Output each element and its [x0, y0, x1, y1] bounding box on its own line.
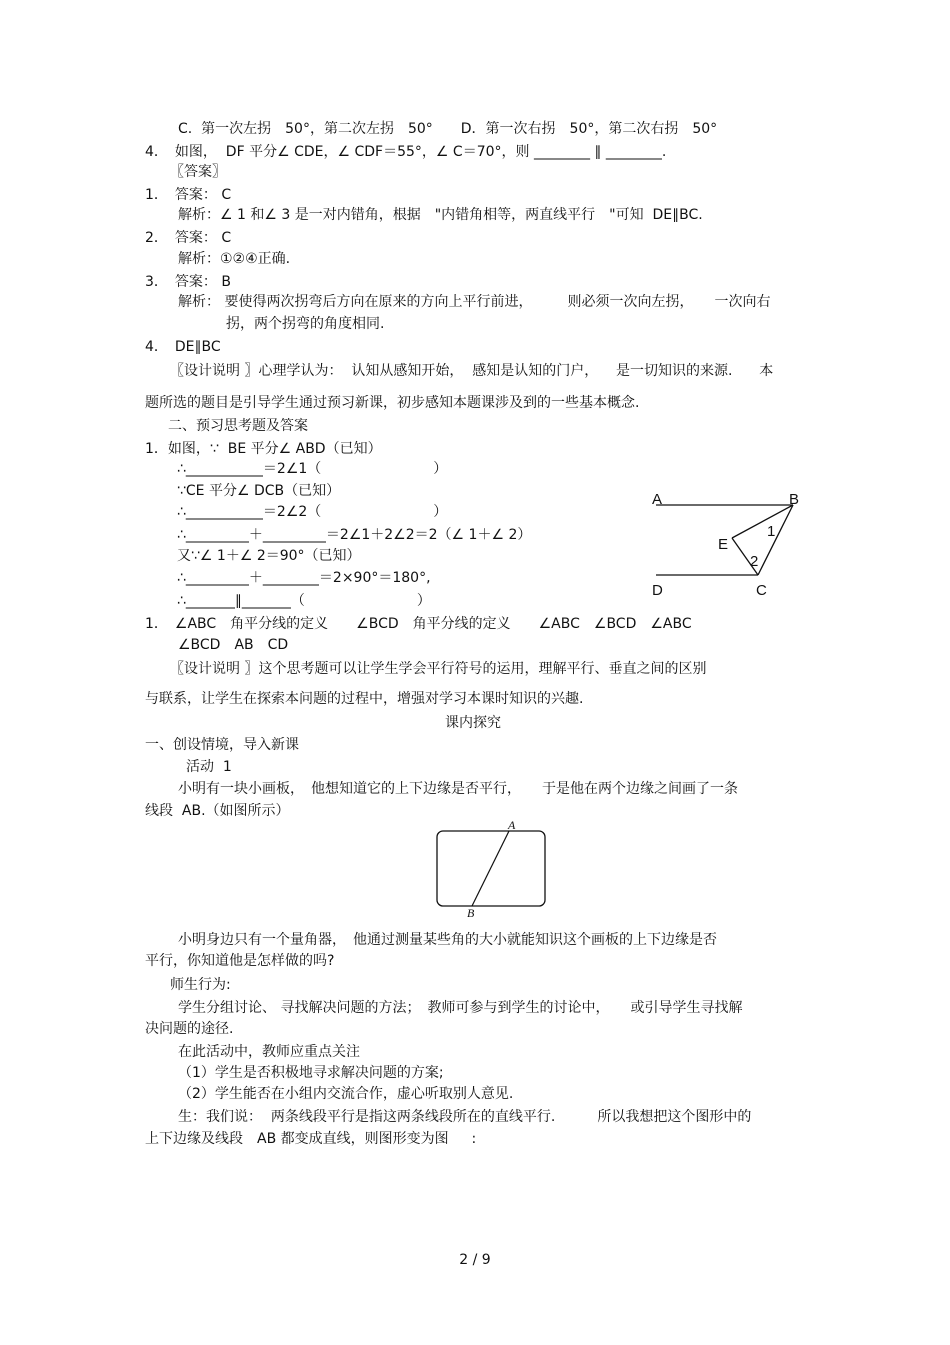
protractor-text: 小明身边只有一个量角器， 他通过测量某些角的大小就能知识这个画板的上下边缘是否: [178, 932, 717, 948]
activity-1-label: 活动 1: [186, 759, 232, 775]
answer-heading: 〖答案〗: [170, 164, 226, 180]
proof-line-5: 又∵∠ 1＋∠ 2＝90°（已知）: [177, 548, 361, 564]
activity-1-text-cont: 线段 AB.（如图所示）: [145, 803, 290, 819]
fig1-label-d: D: [652, 582, 663, 599]
design-note-1-cont: 题所选的题目是引导学生通过预习新课，初步感知本题课涉及到的一些基本概念.: [145, 395, 640, 411]
design-note-2: 〖设计说明 〗这个思考题可以让学生学会平行符号的运用，理解平行、垂直之间的区别: [170, 661, 707, 677]
proof-line-4: ∴_________＋_________＝2∠1＋2∠2＝2（∠ 1＋∠ 2）: [177, 527, 532, 543]
answer-2: 2． 答案： C: [145, 230, 232, 246]
fig1-label-e: E: [718, 536, 729, 553]
answer-1: 1． 答案： C: [145, 187, 232, 203]
protractor-text-cont: 平行，你知道他是怎样做的吗?: [145, 953, 335, 969]
activity-1-text: 小明有一块小画板， 他想知道它的上下边缘是否平行， 于是他在两个边缘之间画了一条: [178, 781, 738, 797]
focus-item-2: （2）学生能否在小组内交流合作，虚心听取别人意见.: [178, 1086, 514, 1102]
analysis-2: 解析：①②④正确.: [178, 251, 291, 267]
fig1-label-1: 1: [767, 523, 776, 540]
analysis-3-cont: 拐，两个拐弯的角度相同.: [226, 316, 385, 332]
thinking-q1: 1．如图，∵ BE 平分∠ ABD（已知）: [145, 441, 382, 457]
design-note-1: 〖设计说明 〗心理学认为： 认知从感知开始， 感知是认知的门户， 是一切知识的来源. 本: [170, 363, 774, 379]
behavior-text: 学生分组讨论、 寻找解决问题的方法； 教师可参与到学生的讨论中， 或引导学生寻找解: [178, 1000, 743, 1016]
proof-line-3: ∴___________＝2∠2（ ）: [177, 504, 448, 520]
section-title-inclass: 课内探究: [445, 715, 501, 731]
fig1-label-2: 2: [750, 553, 759, 570]
option-c-d: C. 第一次左拐 50°，第二次左拐 50° D．第一次右拐 50°，第二次右拐 50°: [178, 121, 718, 137]
answer-3: 3． 答案： B: [145, 274, 231, 290]
drawing-board-figure: [432, 818, 552, 920]
fig1-label-a: A: [652, 491, 663, 508]
analysis-3: 解析： 要使得两次拐弯后方向在原来的方向上平行前进， 则必须一次向左拐， 一次向右: [178, 294, 771, 310]
page-number: 2 / 9: [459, 1252, 491, 1268]
focus-heading: 在此活动中，教师应重点关注: [178, 1044, 360, 1060]
behavior-text-cont: 决问题的途径.: [145, 1021, 234, 1037]
thinking-answer-1-cont: ∠BCD AB CD: [178, 637, 289, 653]
geometry-figure: [640, 488, 820, 603]
thinking-answer-1: 1． ∠ABC 角平分线的定义 ∠BCD 角平分线的定义 ∠ABC ∠BCD ∠ABC: [145, 616, 692, 632]
focus-item-1: （1）学生是否积极地寻求解决问题的方案;: [178, 1065, 444, 1081]
answer-4: 4． DE∥BC: [145, 339, 221, 355]
section-1-heading: 一、创设情境，导入新课: [145, 737, 299, 753]
student-says-cont: 上下边缘及线段 AB 都变成直线，则图形变为图 :: [145, 1131, 477, 1147]
proof-line-6: ∴_________＋________＝2×90°＝180°,: [177, 570, 431, 586]
fig1-label-c: C: [756, 582, 767, 599]
section-preview-heading: 二、预习思考题及答案: [168, 418, 308, 434]
proof-line-1: ∴___________＝2∠1（ ）: [177, 461, 448, 477]
student-says: 生：我们说： 两条线段平行是指这两条线段所在的直线平行. 所以我想把这个图形中的: [178, 1109, 752, 1125]
proof-line-7: ∴_______∥_______（ ）: [177, 593, 431, 609]
fig2-label-a: A: [508, 818, 516, 832]
teacher-student-behavior: 师生行为:: [170, 977, 231, 993]
fig2-label-b: B: [467, 906, 475, 920]
proof-line-2: ∵CE 平分∠ DCB（已知）: [177, 483, 341, 499]
design-note-2-cont: 与联系，让学生在探索本问题的过程中，增强对学习本课时知识的兴趣.: [145, 691, 584, 707]
drawing-board-lines: [432, 818, 552, 920]
fig1-label-b: B: [789, 491, 800, 508]
question-4: 4． 如图， DF 平分∠ CDE，∠ CDF＝55°，∠ C＝70°，则 ________ ∥ ________.: [145, 144, 667, 160]
analysis-1: 解析：∠ 1 和∠ 3 是一对内错角，根据 "内错角相等，两直线平行 "可知 DE∥BC.: [178, 207, 703, 223]
